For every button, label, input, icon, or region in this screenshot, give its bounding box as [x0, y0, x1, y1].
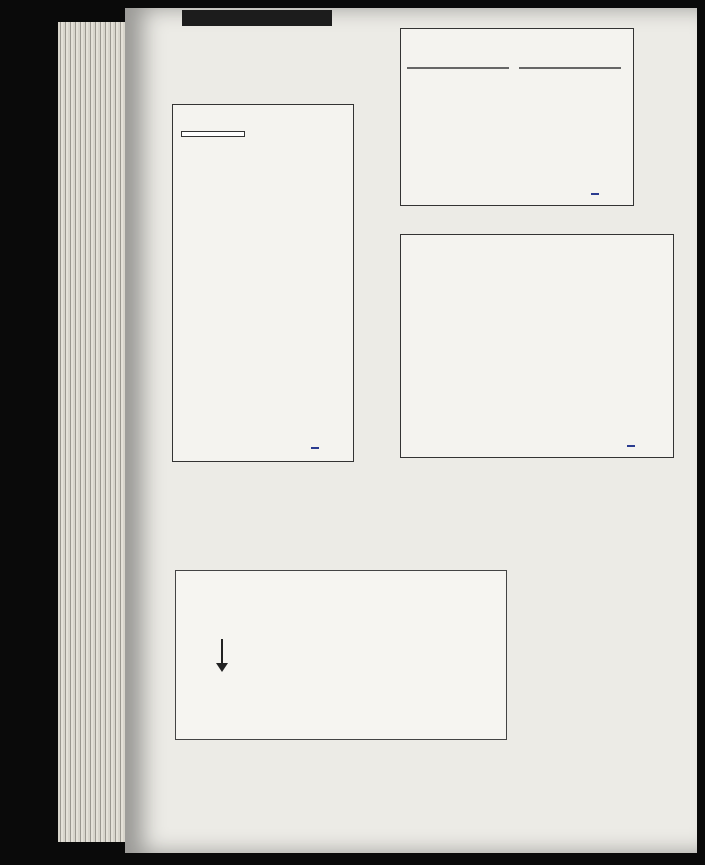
figure-tag — [591, 193, 599, 195]
cleaning-groups-box — [175, 570, 507, 740]
col1-header — [407, 67, 509, 69]
start-box — [181, 131, 245, 137]
process-diagram-box — [172, 104, 354, 462]
arrow-head-icon — [216, 663, 228, 672]
room-book-box — [400, 234, 674, 458]
section-header — [182, 10, 332, 26]
book-page-edges — [58, 22, 128, 842]
col2-header — [519, 67, 621, 69]
process-diagram-title — [173, 105, 353, 109]
down-arrow-icon — [221, 639, 223, 665]
key-points-box — [400, 28, 634, 206]
figure-tag — [627, 445, 635, 447]
key-points-title — [401, 29, 633, 33]
figure-tag — [311, 447, 319, 449]
